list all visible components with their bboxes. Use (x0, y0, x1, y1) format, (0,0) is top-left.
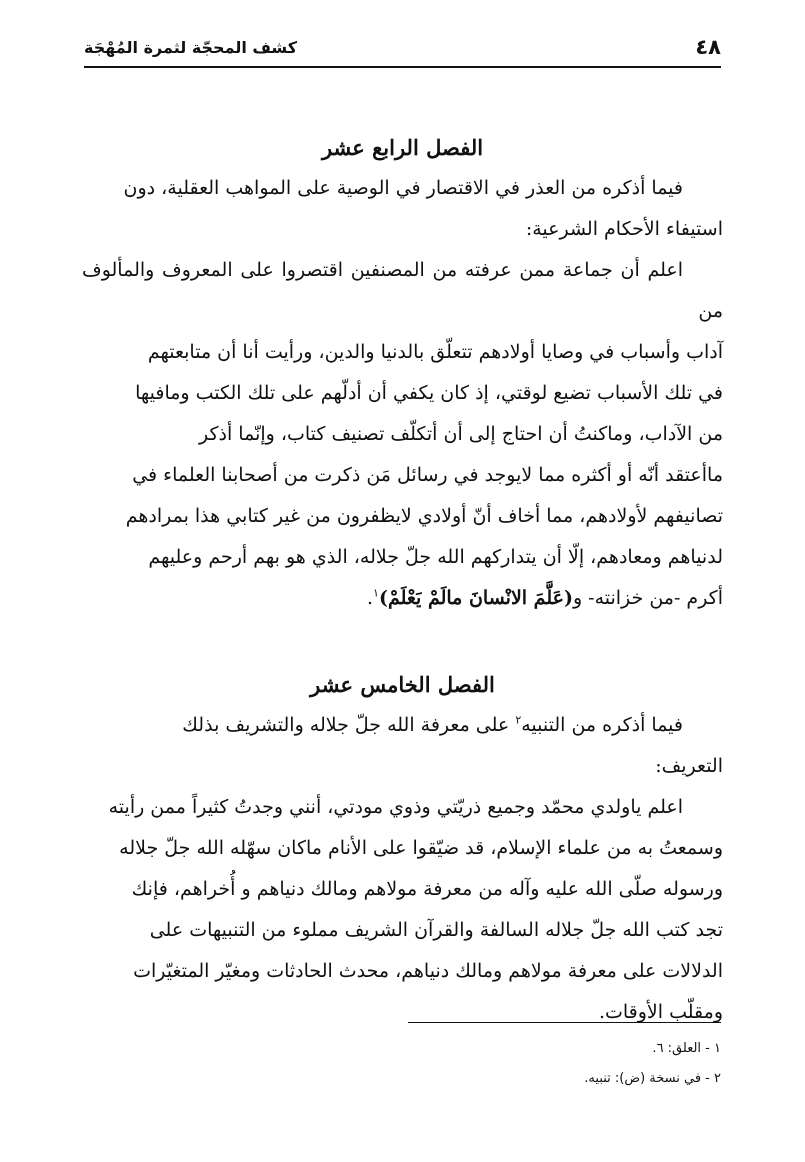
footnote-ref: ١ (373, 586, 379, 600)
chapter-14-subtitle-line: استيفاء الأحكام الشرعية: (525, 218, 723, 240)
quran-quote: (عَلَّمَ الانْسانَ مالَمْ يَعْلَمْ) (378, 587, 573, 609)
chapter-14-text-line: في تلك الأسباب تضيع لوقتي، إذ كان يكفي أن أدلّهم على تلك الكتب ومافيها (135, 382, 723, 404)
subtitle-end: على معرفة الله جلّ جلاله والتشريف بذلك (182, 714, 516, 736)
header-rule (84, 66, 721, 68)
chapter-15-subtitle-line: التعريف: (655, 755, 723, 777)
footnote-ref: ٢ (515, 713, 522, 727)
footnote: ١ - العلق: ٦. (652, 1041, 721, 1056)
footnote-rule (408, 1022, 721, 1023)
footnotes (84, 1034, 721, 1094)
section-gap (82, 619, 723, 665)
page-number: ٤٨ (695, 35, 721, 59)
chapter-15-text-line: وسمعتُ به من علماء الإسلام، قد ضيّقوا على الأنام ماكان سهّله الله جلّ جلاله (119, 837, 723, 859)
chapter-14-subtitle-line: فيما أذكره من العذر في الاقتصار في الوصية على المواهب العقلية، دون (123, 177, 683, 199)
chapter-14-last-line (82, 578, 723, 619)
footnote: ٢ - في نسخة (ض): تنبيه. (584, 1071, 721, 1086)
chapter-14-text-line: تصانيفهم لأولادهم، مما أخاف أنّ أولادي لايظفرون من غير كتابي هذا بمرادهم (125, 505, 723, 527)
chapter-15-text-line: اعلم ياولدي محمّد وجميع ذريّتي وذوي مودتي، أنني وجدتُ كثيراً ممن رأيته (108, 796, 683, 818)
chapter-15-text-line: ورسوله صلّى الله عليه وآله من معرفة مولاهم ومالك دنياهم و أُخراهم، فإنك (131, 878, 723, 900)
chapter-14-text-line: من الآداب، وماكنتُ أن احتاج إلى أن أتكلّف تصنيف كتاب، وإنّما أذكر (199, 423, 723, 445)
chapter-15-text-line: الدلالات على معرفة مولاهم ومالك دنياهم، محدث الحادثات ومغيّر المتغيّرات (133, 960, 723, 982)
body-text (82, 128, 723, 1033)
last-line-end: . (366, 587, 374, 609)
chapter-15-text-line: تجد كتب الله جلّ جلاله السالفة والقرآن الشريف مملوء من التنبيهات على (149, 919, 723, 941)
chapter-15-text-line: ومقلّب الأوقات. (598, 1001, 723, 1023)
chapter-14-text-line: لدنياهم ومعادهم، إلّا أن يتداركهم الله جلّ جلاله، الذي هو بهم أرحم وعليهم (148, 546, 723, 568)
chapter-14-text-line: آداب وأسباب في وصايا أولادهم تتعلّق بالدنيا والدين، ورأيت أنا أن متابعتهم (147, 341, 723, 363)
running-head (84, 30, 721, 64)
chapter-15-title: الفصل الخامس عشر (310, 672, 495, 697)
chapter-14-text-line: اعلم أن جماعة ممن عرفته من المصنفين اقتصروا على المعروف والمألوف من (82, 259, 723, 322)
last-line-start: أكرم -من خزانته- و (572, 587, 723, 609)
chapter-14-title: الفصل الرابع عشر (321, 135, 484, 160)
running-title: كشف المحجّة لثمرة المُهْجَة (84, 37, 298, 57)
chapter-15-subtitle-line (82, 705, 723, 746)
subtitle-start: فيما أذكره من التنبيه (521, 714, 683, 736)
chapter-14-text-line: ماأعتقد أنّه أو أكثره مما لايوجد في رسائل مَن ذكرت من أصحابنا العلماء في (132, 464, 723, 486)
